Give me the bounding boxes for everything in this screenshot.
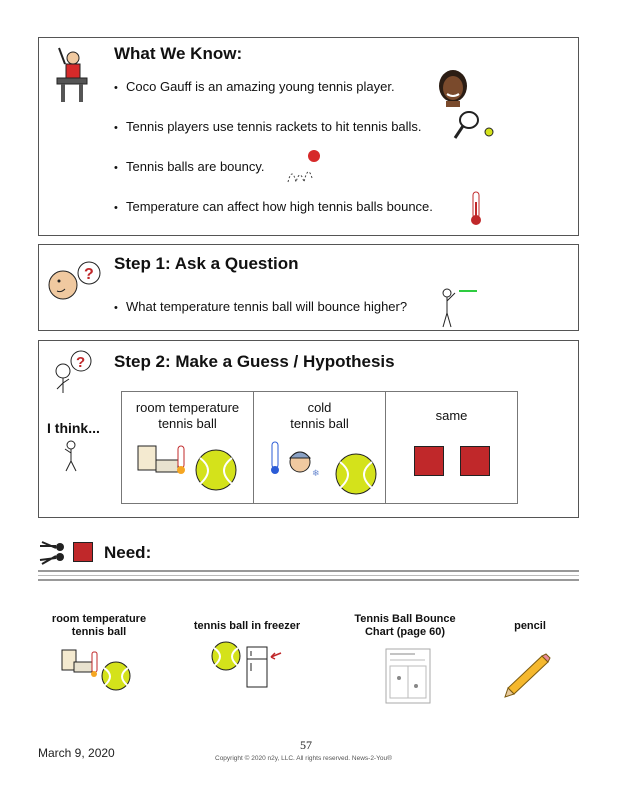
question-bullet: • What temperature tennis ball will bounce higher?	[114, 299, 407, 314]
tennis-ball-icon	[210, 640, 242, 672]
i-think-label: I think...	[47, 420, 100, 436]
footer-date: March 9, 2020	[38, 746, 115, 760]
thinking-face-icon	[47, 259, 105, 303]
know-bullet-2: • Tennis players use tennis rackets to hit tennis balls.	[114, 119, 422, 134]
choice-label-line2: tennis ball	[158, 416, 217, 431]
red-square-icon	[460, 446, 490, 476]
need-item-label-line1: Tennis Ball Bounce	[354, 613, 456, 625]
make-guess-heading: Step 2: Make a Guess / Hypothesis	[114, 352, 395, 371]
ask-question-section	[38, 244, 579, 331]
choice-label-line1: same	[435, 408, 468, 423]
choice-cold[interactable]	[254, 392, 386, 503]
copyright-notice: Copyright © 2020 n2y, LLC. All rights reserved. News-2-You®	[215, 755, 392, 762]
cold-person-icon	[270, 438, 320, 480]
room-scene-icon	[136, 442, 190, 478]
choice-label-line2: tennis ball	[290, 416, 349, 431]
tennis-ball-icon	[100, 660, 132, 692]
bouncing-ball-icon	[284, 148, 324, 186]
what-we-know-section	[38, 37, 579, 236]
need-heading: Need:	[104, 543, 152, 562]
what-we-know-heading: What We Know:	[114, 44, 243, 63]
pencil-icon	[502, 652, 552, 700]
choice-label-line1: cold	[307, 400, 332, 415]
know-bullet-1: • Coco Gauff is an amazing young tennis player.	[114, 79, 395, 94]
coco-gauff-portrait-icon	[434, 68, 472, 108]
need-item-freezer-ball	[186, 620, 308, 633]
need-item-bounce-chart	[340, 613, 470, 639]
ask-question-heading: Step 1: Ask a Question	[114, 254, 299, 273]
need-item-label-line1: tennis ball in freezer	[193, 620, 301, 632]
know-bullet-3: • Tennis balls are bouncy.	[114, 159, 265, 174]
tennis-racket-icon	[453, 108, 497, 142]
thermometer-icon	[469, 190, 483, 226]
need-item-label-line2: tennis ball	[71, 626, 127, 638]
red-square-icon	[414, 446, 444, 476]
need-divider	[38, 575, 579, 576]
page-number: 57	[300, 738, 312, 752]
need-item-room-ball	[40, 613, 158, 639]
thinking-person-icon	[49, 349, 93, 399]
need-item-label-line1: room temperature	[51, 613, 147, 625]
svg-text:?: ?	[84, 266, 94, 283]
hands-icon	[38, 538, 72, 568]
need-divider	[38, 570, 579, 572]
svg-text:❄: ❄	[312, 469, 320, 479]
red-square-icon	[73, 542, 93, 562]
need-divider	[38, 579, 579, 581]
need-item-pencil	[490, 620, 570, 633]
know-bullet-4: • Temperature can affect how high tennis balls bounce.	[114, 199, 433, 214]
choice-label-line1: room temperature	[135, 400, 240, 415]
person-thinking-small-icon	[61, 439, 83, 473]
student-raising-hand-icon	[53, 44, 89, 104]
tennis-ball-icon	[194, 448, 238, 492]
make-guess-section	[38, 340, 579, 518]
svg-text:?: ?	[76, 354, 86, 371]
choice-same[interactable]	[386, 392, 517, 503]
bounce-chart-page-icon	[385, 648, 431, 704]
freezer-icon	[245, 645, 285, 689]
hypothesis-choices	[121, 391, 518, 504]
need-item-label-line1: pencil	[514, 620, 546, 632]
tennis-ball-icon	[334, 452, 378, 496]
choice-room-temperature[interactable]	[122, 392, 254, 503]
need-item-label-line2: Chart (page 60)	[364, 626, 446, 638]
person-measuring-icon	[437, 287, 481, 329]
